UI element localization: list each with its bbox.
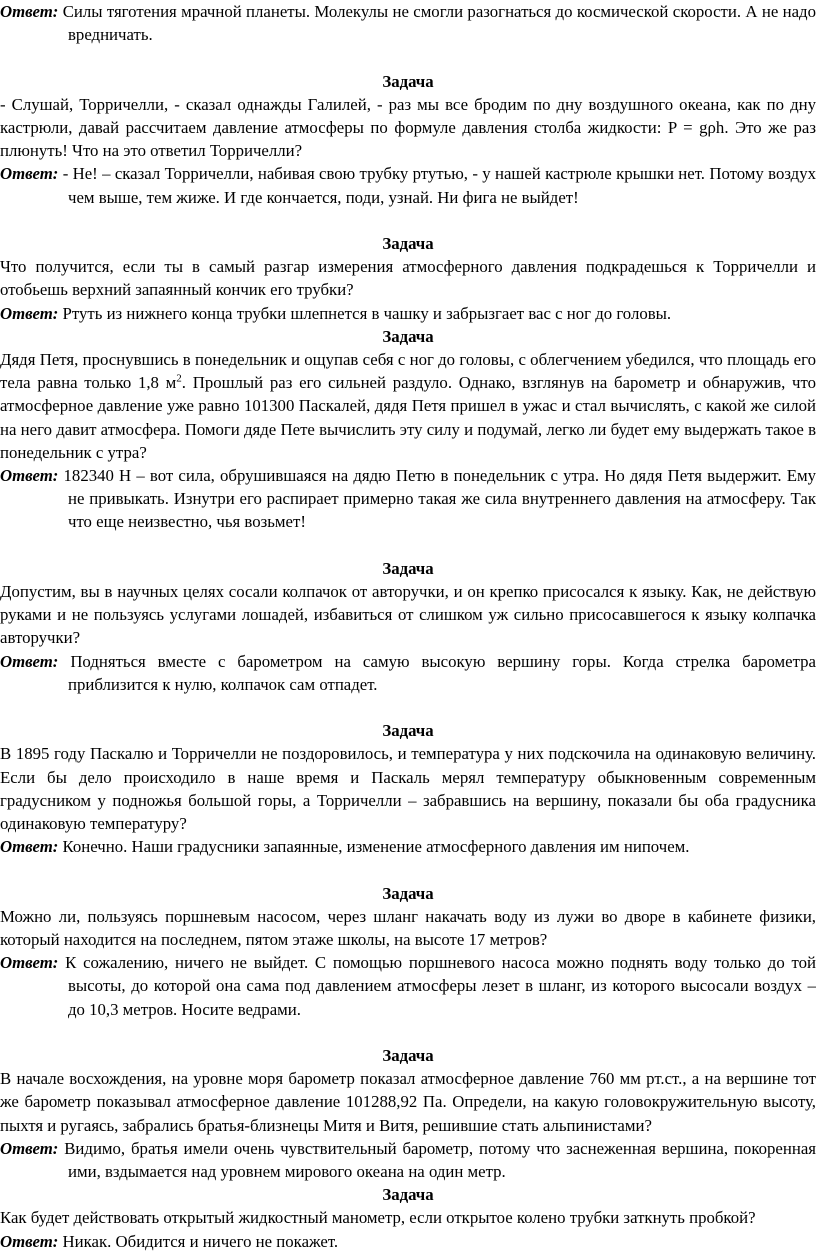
spacer (0, 696, 816, 719)
answer-label: Ответ: (0, 303, 59, 323)
problem-heading: Задача (382, 326, 434, 346)
problem-heading: Задача (382, 1185, 434, 1205)
answer-label: Ответ: (0, 164, 59, 184)
answer-text: Силы тяготения мрачной планеты. Молекулы не смогли разогнаться до космической скорости. А не надо вредничать. (62, 2, 816, 45)
problem-block-2 (0, 232, 816, 325)
answer-text: К сожалению, ничего не выйдет. С помощью поршневого насоса можно поднять воду только до той высоты, до которой она сама под давлением атмосферы лезет в шланг, из которого высосали воздух – до 10,3 метров. Носите ведрами. (65, 953, 816, 1019)
answer-text: Конечно. Наши градусники запаянные, изменение атмосферного давления им нипочем. (62, 837, 690, 857)
problem-block-7 (0, 1044, 816, 1183)
problem-heading: Задача (382, 71, 434, 91)
problem-question: - Слушай, Торричелли, - сказал однажды Галилей, - раз мы все бродим по дну воздушного океана, как по дну кастрюли, давай рассчитаем давление атмосферы по формуле давления столба жидкости: P = gρh. Это же раз плюнуть! Что на это ответил Торричелли? (0, 94, 816, 161)
answer-text: Ртуть из нижнего конца трубки шлепнется в чашку и забрызгает вас с ног до головы. (62, 303, 672, 323)
spacer (0, 534, 816, 557)
problem-heading: Задача (382, 1046, 434, 1066)
problem-heading: Задача (382, 234, 434, 253)
problem-question: Как будет действовать открытый жидкостный манометр, если открытое колено трубки заткнуть пробкой? (0, 1208, 756, 1228)
answer-label: Ответ: (0, 953, 59, 973)
answer-paragraph (0, 464, 816, 534)
answer-label: Ответ: (0, 1231, 59, 1251)
answer-paragraph (0, 302, 816, 325)
problem-heading: Задача (382, 883, 434, 903)
answer-paragraph (0, 162, 816, 208)
problem-question (0, 348, 816, 464)
answer-block-intro (0, 0, 816, 46)
problem-block-6 (0, 882, 816, 1021)
answer-text: - Не! – сказал Торричелли, набивая свою трубку ртутью, - у нашей кастрюле крышки нет. Потому воздух чем выше, тем жиже. И где кончается, поди, узнай. Ни фига не выйдет! (62, 164, 816, 207)
problem-question: Допустим, вы в научных целях сосали колпачок от авторучки, и он крепко присосался к языку. Как, не действую руками и не пользуясь услугами лошадей, избавиться от слишком уж сильно присосавшегося к языку колпачка авторучки? (0, 582, 816, 648)
answer-paragraph (0, 951, 816, 1021)
answer-paragraph (0, 835, 816, 858)
problem-question: В 1895 году Паскалю и Торричелли не поздоровилось, и температура у них подскочила на одинаковую величину. Если бы дело происходило в наше время и Паскаль мерял температуру обыкновенным современным градусником у подножья большой горы, а Торричелли – забравшись на вершину, показали бы оба градусника одинаковую температуру? (0, 744, 816, 834)
question-text-part-2: . Прошлый раз его сильней раздуло. Однако, взглянув на барометр и обнаружив, что атмосферное давление уже равно 101300 Паскалей, дядя Петя пришел в ужас и стал вычислять, с какой же силой на него давит атмосфера. Помоги дяде Пете вычислить эту силу и подумай, легко ли будет ему выдержать такое в понедельник с утра? (0, 373, 816, 462)
problem-block-3 (0, 325, 816, 534)
answer-label: Ответ: (0, 1138, 59, 1158)
answer-paragraph (0, 650, 816, 696)
answer-label: Ответ: (0, 2, 59, 21)
problem-heading: Задача (382, 721, 434, 741)
answer-paragraph (0, 1230, 816, 1253)
answer-paragraph (0, 0, 816, 46)
problem-block-8 (0, 1183, 816, 1253)
answer-text: Никак. Обидится и ничего не покажет. (62, 1231, 339, 1251)
question-text-part-1: Дядя Петя, проснувшись в понедельник и ощупав себя с ног до головы, с облегчением убедился, что площадь его тела равна только 1,8 м (0, 350, 816, 393)
answer-label: Ответ: (0, 651, 59, 671)
spacer (0, 209, 816, 232)
problem-question: Что получится, если ты в самый разгар измерения атмосферного давления подкрадешься к Торричелли и отобьешь верхний запаянный кончик его трубки? (0, 257, 816, 300)
superscript-exponent: 2 (176, 372, 182, 385)
answer-label: Ответ: (0, 466, 59, 486)
problem-block-5 (0, 719, 816, 858)
spacer (0, 858, 816, 881)
problem-question: Можно ли, пользуясь поршневым насосом, через шланг накачать воду из лужи во дворе в кабинете физики, который находится на последнем, пятом этаже школы, на высоте 17 метров? (0, 906, 816, 950)
answer-text: Подняться вместе с барометром на самую высокую вершину горы. Когда стрелка барометра приблизится к нулю, колпачок сам отпадет. (68, 651, 816, 694)
answer-paragraph (0, 1137, 816, 1183)
problem-question: В начале восхождения, на уровне моря барометр показал атмосферное давление 760 мм рт.ст., а на вершине тот же барометр показывал атмосферное давление 101288,92 Па. Определи, на какую головокружительную высоту, пыхтя и ругаясь, забрались братья-близнецы Митя и Витя, решившие стать альпинистами? (0, 1069, 816, 1135)
problem-block-1 (0, 70, 816, 209)
problem-block-4 (0, 557, 816, 696)
answer-text: 182340 Н – вот сила, обрушившаяся на дядю Петю в понедельник с утра. Но дядя Петя выдержит. Ему не привыкать. Изнутри его распирает примерно такая же сила внутреннего давления на атмосферу. Так что еще неизвестно, чья возьмет! (63, 466, 816, 532)
spacer (0, 1021, 816, 1044)
spacer (0, 46, 816, 69)
answer-text: Видимо, братья имели очень чувствительный барометр, потому что заснеженная вершина, покоренная ими, вздымается над уровнем мирового океана на один метр. (64, 1138, 816, 1182)
answer-label: Ответ: (0, 837, 59, 857)
problem-heading: Задача (382, 558, 434, 578)
